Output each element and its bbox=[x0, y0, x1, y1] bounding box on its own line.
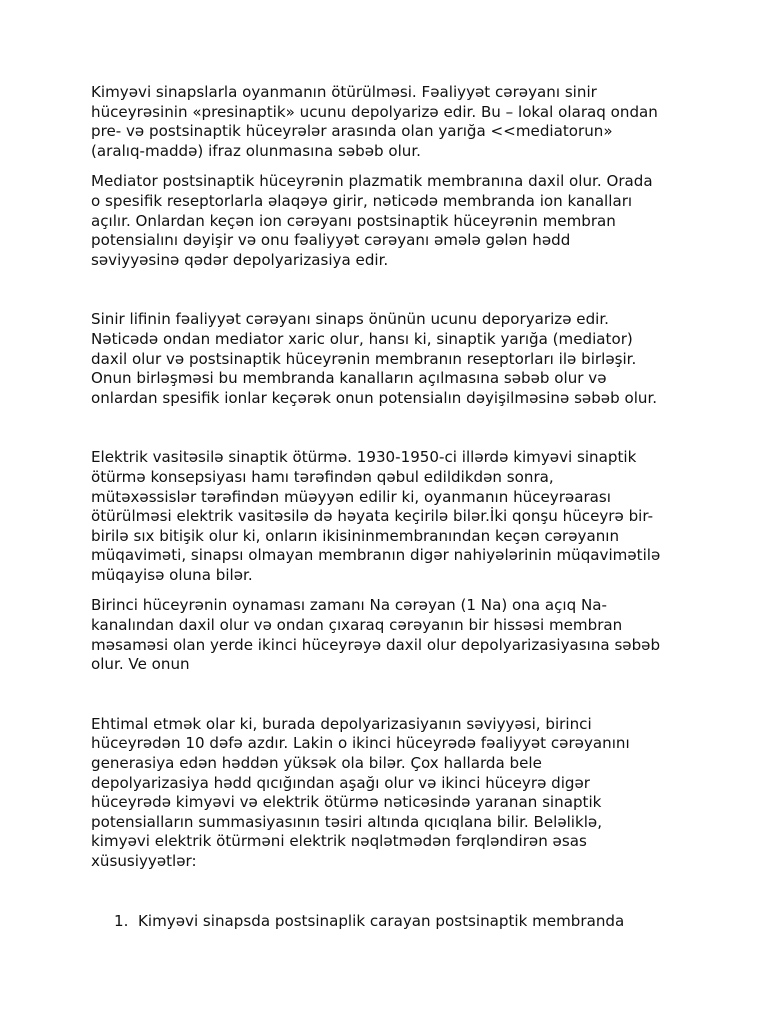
list-item-number: 1. bbox=[114, 911, 129, 930]
paragraph-mediator: Mediator postsinaptik hüceyrənin plazmatik membranına daxil olur. Orada o spesifik reseptorlarla əlaqəyə girir, nəticədə membranda ion kanalları açılır. Onlardan keçən ion cərəyanı postsinaptik hüceyrənin membran potensialını dəyişir və onu fəaliyyət cərəyanı əmələ gələn hədd səviyyəsinə qədər depolyarizasiya edir. bbox=[91, 172, 653, 269]
document-body bbox=[91, 83, 691, 931]
numbered-list bbox=[91, 912, 691, 932]
list-item-text: Kimyəvi sinapsda postsinaplik carayan postsinaptik membranda bbox=[138, 911, 625, 930]
paragraph-first-cell: Birinci hüceyrənin oynaması zamanı Na cərəyan (1 Na) ona açıq Na- kanalından daxil olur və ondan çıxaraq cərəyanın bir hissəsi membran məsaməsi olan yerde ikinci hüceyrəyə daxil olur depolyarizasiyasına səbəb olur. Ve onun bbox=[91, 596, 661, 674]
paragraph-chemical-synapse-title: Kimyəvi sinapslarla oyanmanın ötürülməsi. Fəaliyyət cərəyanı sinir hüceyrəsinin «presinaptik» ucunu depolyarizə edir. Bu – lokal olaraq ondan pre- və postsinaptik hüceyrələr arasında olan yarığa <<mediatorun» (aralıq-maddə) ifraz olunmasına səbəb olur. bbox=[91, 83, 658, 160]
paragraph-electrical-transmission: Elektrik vasitəsilə sinaptik ötürmə. 1930-1950-ci illərdə kimyəvi sinaptik ötürmə konsepsiyası hamı tərəfindən qəbul edildikdən sonra, mütəxəssislər tərəfindən müəyyən edilir ki, oyanmanın hüceyrəarası ötürülməsi elektrik vasitəsilə də həyata keçirilə bilər.İki qonşu hüceyrə bir- birilə sıx bitişik olur ki, onların ikisininmembranından keçən cərəyanın müqaviməti, sinapsı olmayan membranın digər nahiyələrinin müqavimətilə müqayisə oluna bilər. bbox=[91, 448, 661, 584]
paragraph-nerve-fiber: Sinir lifinin fəaliyyət cərəyanı sinaps önünün ucunu deporyarizə edir. Nəticədə ondan mediator xaric olur, hansı ki, sinaptik yarığa (mediator) daxil olur və postsinaptik hüceyrənin membranın reseptorları ilə birləşir. Onun birləşməsi bu membranda kanalların açılmasına səbəb olur və onlardan spesifik ionlar keçərək onun potensialın dəyişilməsinə səbəb olur. bbox=[91, 310, 658, 407]
list-item bbox=[91, 912, 691, 932]
paragraph-depolarization: Ehtimal etmək olar ki, burada depolyarizasiyanın səviyyəsi, birinci hüceyrədən 10 dəfə azdır. Lakin o ikinci hüceyrədə fəaliyyət cərəyanını generasiya edən həddən yüksək ola bilər. Çox hallarda bele depolyarizasiya hədd qıcığından aşağı olur və ikinci hüceyrə digər hüceyrədə kimyəvi və elektrik ötürmə nəticəsində yaranan sinaptik potensialların summasiyasının təsiri altında qıcıqlana bilir. Beləliklə, kimyəvi elektrik ötürməni elektrik nəqlətmədən fərqləndirən əsas xüsusiyyətlər: bbox=[91, 714, 630, 870]
